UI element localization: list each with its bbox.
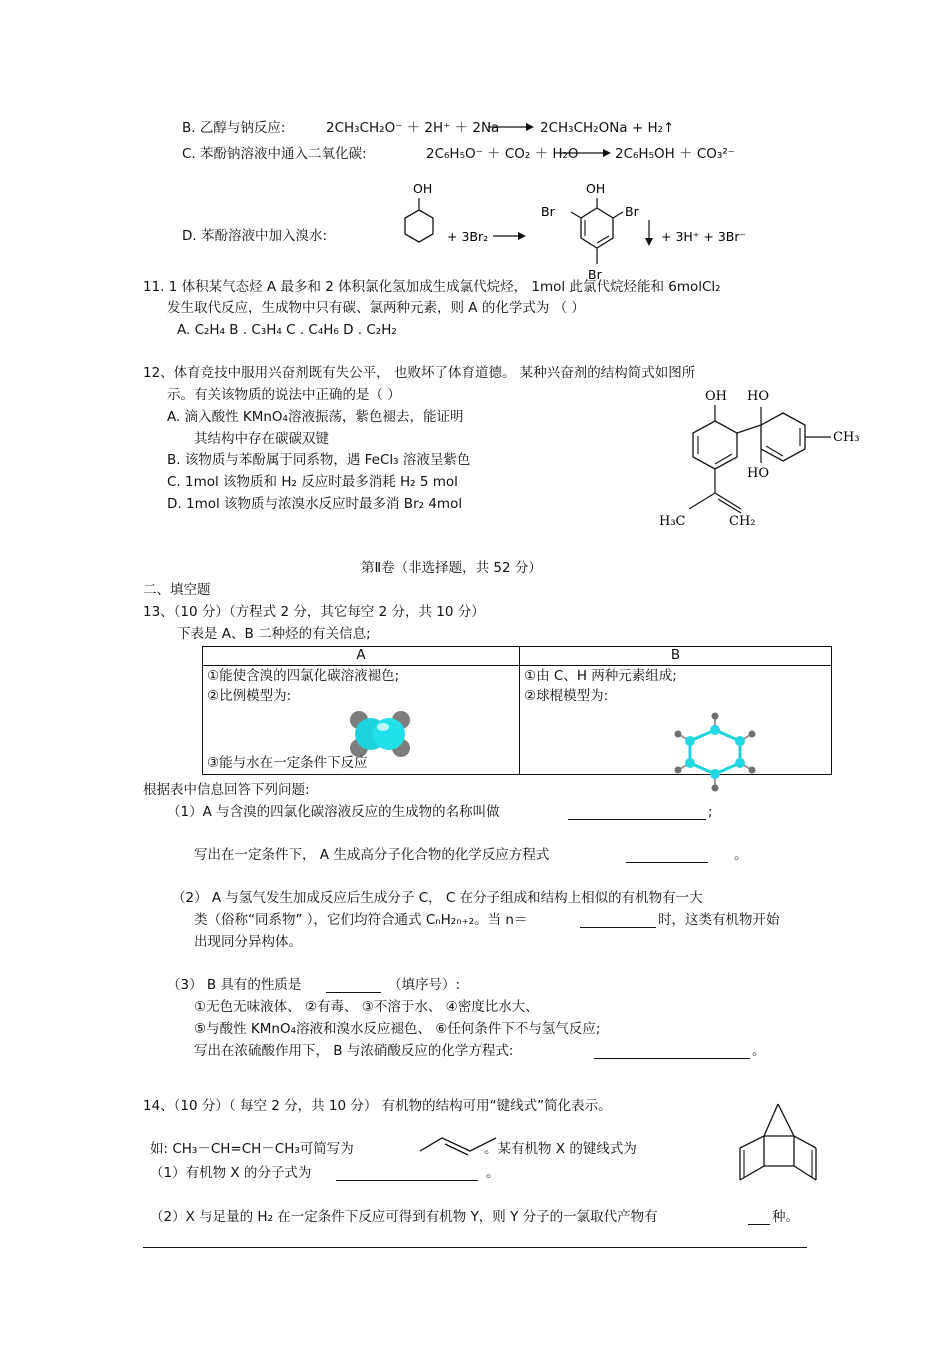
q13-part3-options-2: ⑤与酸性 KMnO₄溶液和溴水反应褪色、 ⑥任何条件下不与氢气反应; [194,1021,601,1037]
q10-option-b-products: 2CH₃CH₂ONa + H₂↑ [540,120,675,136]
q12-ch2-label: CH₂ [729,514,756,529]
q13-part1-answer-blank[interactable] [568,805,706,820]
phenol-bromination-scheme [395,180,775,285]
b-property-1: ①由 C、H 两种元素组成; [524,668,677,684]
q13-part2-line1: （2） A 与氢气发生加成反应后生成分子 C， C 在分子组成和结构上相似的有机物有一大 [172,890,703,906]
q12-option-a-line1: A. 滴入酸性 KMnO₄溶液振荡，紫色褪去，能证明 [167,409,464,425]
page-footer-rule [143,1247,807,1248]
q13-questions-intro: 根据表中信息回答下列问题: [143,782,310,798]
q13-part3-equation-blank[interactable] [594,1044,750,1059]
q14-part2-question: （2）X 与足量的 H₂ 在一定条件下反应可得到有机物 Y，则 Y 分子的一氯取代产物有 [150,1209,658,1225]
q12-option-b: B. 该物质与苯酚属于同系物，遇 FeCl₃ 溶液呈紫色 [167,452,471,468]
q11-options: A. C₂H₄ B . C₃H₄ C . C₄H₆ D . C₂H₂ [177,322,397,338]
tribromophenol-oh-label: OH [586,181,606,196]
bromo-label-left: Br [541,204,555,219]
table-cell-b [520,666,832,775]
q12-stem-line1: 12、体育竞技中服用兴奋剂既有失公平， 也败坏了体育道德。 某种兴奋剂的结构简式如图所 [143,365,696,381]
table-header-a: A [203,647,520,666]
part-2-heading: 二、填空题 [143,582,211,598]
q12-option-c: C. 1mol 该物质和 H₂ 反应时最多消耗 H₂ 5 mol [167,474,458,490]
q14-part1-end: 。 [486,1165,500,1181]
q13-part2-n-blank[interactable] [580,913,656,928]
q14-part2-end: 种。 [772,1209,799,1225]
q10-option-c-label: C. 苯酚钠溶液中通入二氧化碳: [182,146,367,162]
q13-heading: 13、（10 分）（方程式 2 分，其它每空 2 分，共 10 分） [143,604,485,620]
q13-part3-equation-question: 写出在浓硫酸作用下， B 与浓硝酸反应的化学方程式: [194,1043,514,1059]
q14-part1-question: （1）有机物 X 的分子式为 [150,1165,312,1181]
q10-option-d-label: D. 苯酚溶液中加入溴水: [182,228,328,244]
q12-ho-top-label: HO [747,389,769,404]
table-cell-a [203,666,520,775]
q14-example-text-2: 。某有机物 X 的键线式为 [484,1141,637,1157]
q13-intro: 下表是 A、B 二种烃的有关信息; [177,626,371,642]
q12-option-a-line2: 其结构中存在碳碳双键 [194,431,329,447]
q12-ho-bottom-label: HO [747,466,769,481]
table-header-b: B [520,647,832,666]
q13-part2-line2-end: 时，这类有机物开始 [658,912,780,928]
q12-stem-line2: 示。有关该物质的说法中正确的是（ ） [167,387,401,403]
q13-part1-equation-blank[interactable] [626,848,708,863]
q11-stem-line2: 发生取代反应，生成物中只有碳、氯两种元素，则 A 的化学式为 （ ） [167,300,585,316]
benzene-ball-stick-model [660,712,770,792]
q14-example-text: 如: CH₃－CH=CH－CH₃可简写为 [150,1141,354,1157]
q10-option-b-label: B. 乙醇与钠反应: [182,120,286,136]
q10-option-c-products: 2C₆H₅OH ＋ CO₃²⁻ [615,146,735,162]
bromo-label-right: Br [625,204,639,219]
q10-byproducts: + 3H⁺ + 3Br⁻ [661,229,747,244]
q13-part1-equation-question: 写出在一定条件下， A 生成高分子化合物的化学反应方程式 [194,847,550,863]
q13-part2-line2: 类（俗称“同系物” ），它们均符合通式 CₙH₂ₙ₊₂。当 n＝ [194,912,528,928]
q10-option-c-reactants: 2C₆H₅O⁻ ＋ CO₂ ＋ H₂O [426,146,579,162]
q10-option-b-reactants: 2CH₃CH₂O⁻ ＋ 2H⁺ ＋ 2Na [326,120,500,136]
a-property-3: ③能与水在一定条件下反应 [207,755,368,771]
a-property-2: ②比例模型为: [207,688,292,704]
q11-stem-line1: 11. 1 体积某气态烃 A 最多和 2 体积氯化氢加成生成氯代烷烃， 1mol 此氯代烷烃能和 6molCl₂ [143,279,721,295]
q12-h3c-label: H₃C [659,514,686,529]
stimulant-structure-diagram [655,385,865,535]
q14-part1-answer-blank[interactable] [336,1166,478,1181]
q14-heading: 14、（10 分）（ 每空 2 分，共 10 分） 有机物的结构可用“键线式”简化表示。 [143,1098,612,1114]
q13-part3-end: （填序号）: [388,977,461,993]
q13-part3-answer-blank[interactable] [326,978,381,993]
b-property-2: ②球棍模型为: [524,688,609,704]
q13-part3-options-1: ①无色无味液体、 ②有毒、 ③不溶于水、 ④密度比水大、 [194,999,539,1015]
q13-part1-end: ; [708,804,713,820]
reaction-arrow-icon [561,145,613,161]
q12-oh-label: OH [705,389,727,404]
q13-part3-question: （3） B 具有的性质是 [167,977,302,993]
q13-part1-equation-end: 。 [734,847,748,863]
hydrocarbon-info-table [202,646,832,775]
reaction-arrow-icon [488,119,536,135]
q10-br2-reagent: + 3Br₂ [447,229,489,244]
phenol-oh-label: OH [413,181,433,196]
section-2-title: 第Ⅱ卷（非选择题，共 52 分） [361,560,542,576]
q12-option-d: D. 1mol 该物质与浓溴水反应时最多消 Br₂ 4mol [167,496,463,512]
a-property-1: ①能使含溴的四氯化碳溶液褪色; [207,668,400,684]
compound-x-skeletal-formula [730,1100,830,1190]
q13-part1-question: （1）A 与含溴的四氯化碳溶液反应的生成物的名称叫做 [167,804,500,820]
bromo-label-bottom: Br [588,267,602,282]
q14-part2-answer-blank[interactable] [748,1210,770,1225]
q13-part3-equation-end: 。 [752,1043,766,1059]
q13-part2-line3: 出现同分异构体。 [194,934,302,950]
q12-ch3-label: CH₃ [833,430,860,445]
